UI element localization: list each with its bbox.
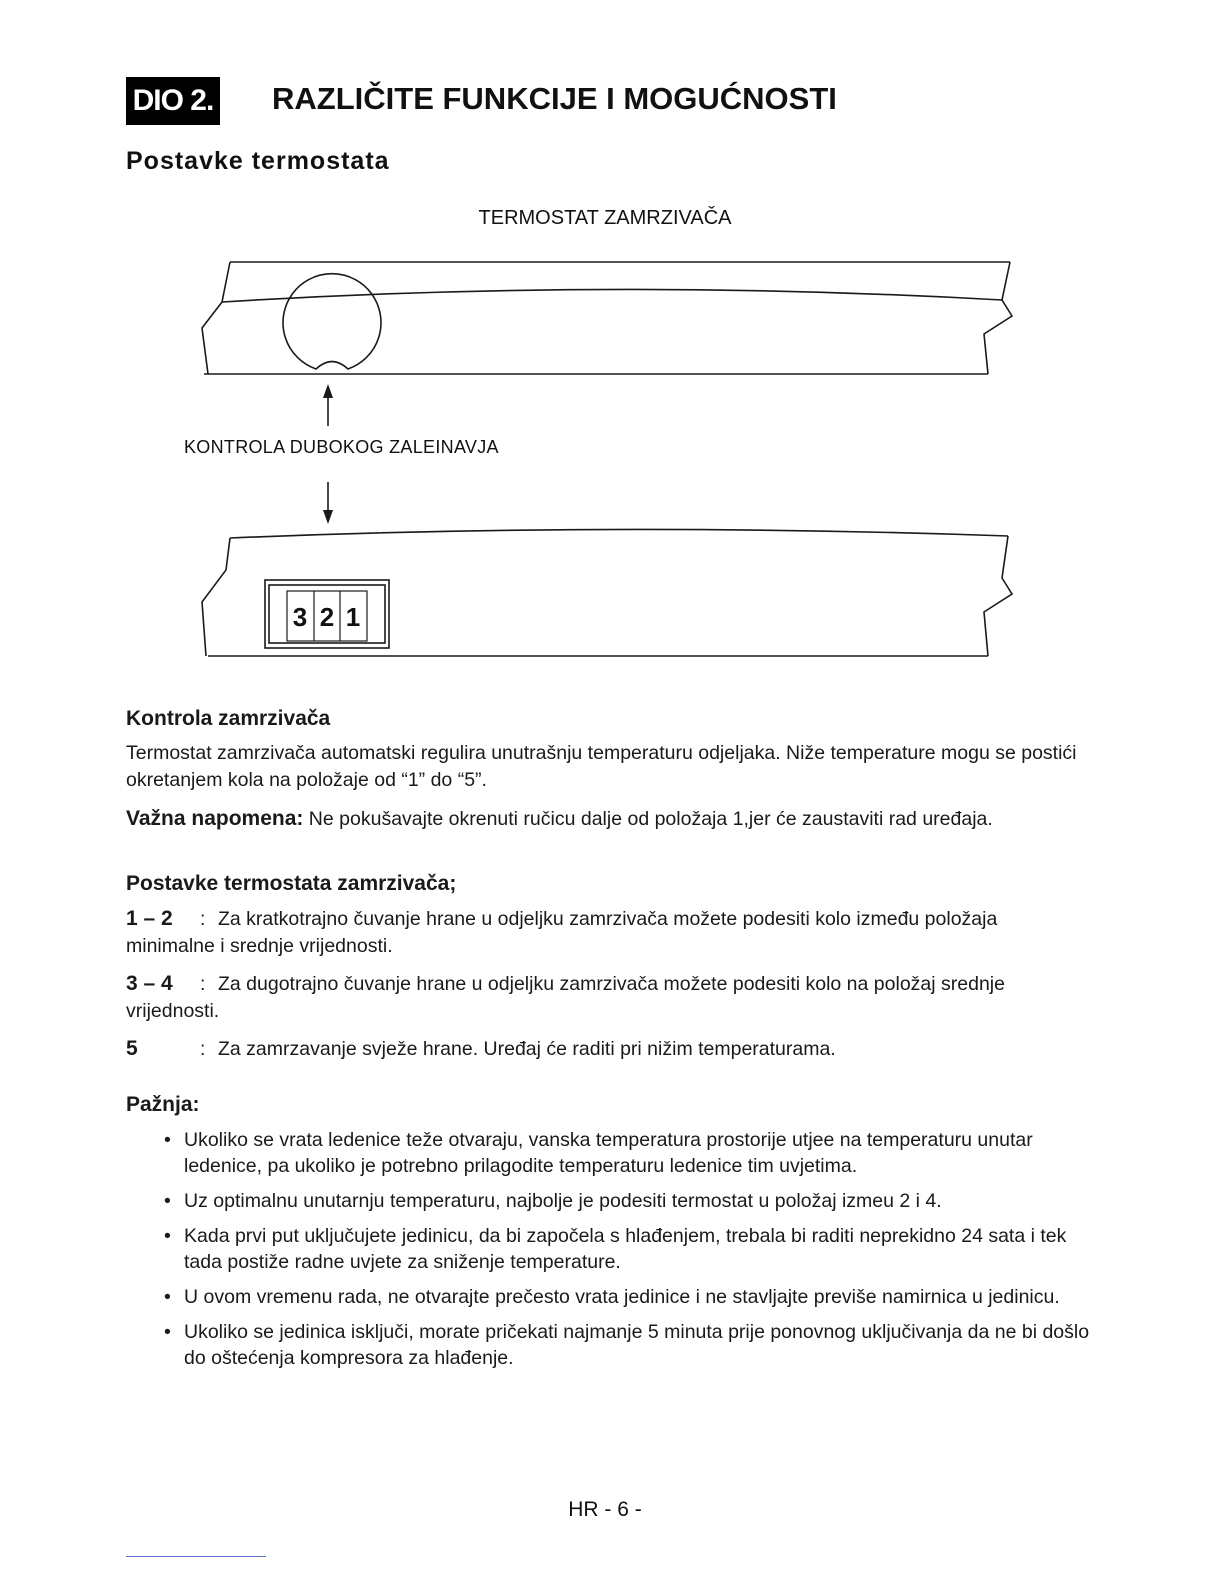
deep-freeze-control-label: KONTROLA DUBOKOG ZALEINAVJA — [184, 437, 499, 457]
footer-rule — [126, 1556, 266, 1557]
chapter-title: RAZLIČITE FUNKCIJE I MOGUĆNOSTI — [272, 81, 837, 116]
list-item-text: Ukoliko se vrata ledenice teže otvaraju, vanska temperatura prostorije utjee na temperaturu unutar ledenice, pa ukoliko je potrebno prilagodite temperaturu ledenice tim uvjetima. — [184, 1129, 1033, 1177]
arrow-down-icon — [323, 482, 333, 524]
bullet-icon: • — [164, 1321, 171, 1343]
arrow-up-icon — [323, 384, 333, 426]
bullet-icon: • — [164, 1129, 171, 1151]
setting-row — [126, 970, 1086, 1025]
setting-row — [126, 905, 1086, 960]
page-number: HR - 6 - — [568, 1498, 642, 1521]
list-item-text: Uz optimalnu unutarnju temperaturu, najbolje je podesiti termostat u položaj izmeu 2 i 4. — [184, 1190, 942, 1212]
dial-digit-2: 2 — [319, 602, 335, 632]
section-title: Postavke termostata — [126, 147, 390, 175]
attention-heading: Pažnja: — [126, 1093, 200, 1116]
setting-range: 5 — [126, 1037, 138, 1060]
dial-digit-1: 1 — [345, 602, 361, 632]
setting-colon: : — [200, 1038, 206, 1060]
bullet-icon: • — [164, 1286, 171, 1308]
dial-digit-3: 3 — [292, 602, 308, 632]
list-item-text: Ukoliko se jedinica isključi, morate pričekati najmanje 5 minuta prije ponovnog uključivanja da ne bi došlo do oštećenja kompresora za hlađenje. — [184, 1321, 1090, 1369]
freezer-control-heading: Kontrola zamrzivača — [126, 707, 331, 730]
setting-text: Za zamrzavanje svježe hrane. Uređaj će raditi pri nižim temperaturama. — [218, 1038, 836, 1060]
setting-row — [126, 1035, 1086, 1063]
setting-colon: : — [200, 908, 206, 930]
diagram-caption: TERMOSTAT ZAMRZIVAČA — [478, 207, 732, 229]
upper-panel-illustration — [202, 262, 1012, 374]
part-badge: DIO 2. — [126, 77, 220, 125]
thermostat-diagram — [190, 250, 1030, 670]
important-note — [126, 805, 1086, 833]
bullet-icon: • — [164, 1190, 171, 1212]
important-note-text: Ne pokušavajte okrenuti ručicu dalje od položaja 1,jer će zaustaviti rad uređaja. — [303, 808, 993, 830]
list-item — [160, 1127, 1090, 1179]
setting-range: 3 – 4 — [126, 972, 173, 995]
deep-freeze-knob-outline — [283, 274, 381, 369]
important-note-label: Važna napomena: — [126, 807, 304, 830]
list-item-text: U ovom vremenu rada, ne otvarajte prečesto vrata jedinice i ne stavljajte previše namirnica u jedinicu. — [184, 1286, 1060, 1308]
setting-text: Za dugotrajno čuvanje hrane u odjeljku zamrzivača možete podesiti kolo na položaj srednje vrijednosti. — [126, 973, 1005, 1022]
freezer-control-paragraph: Termostat zamrzivača automatski regulira unutrašnju temperaturu odjeljaka. Niže temperature mogu se postići okretanjem kola na položaje od “1” do “5”. — [126, 742, 1077, 791]
list-item — [160, 1223, 1090, 1275]
bullet-icon: • — [164, 1225, 171, 1247]
setting-colon: : — [200, 973, 206, 995]
attention-list — [160, 1127, 1090, 1380]
setting-range: 1 – 2 — [126, 907, 173, 930]
list-item — [160, 1284, 1090, 1310]
setting-text: Za kratkotrajno čuvanje hrane u odjeljku zamrzivača možete podesiti kolo između položaja minimalne i srednje vrijednosti. — [126, 908, 998, 957]
lower-panel-illustration — [202, 529, 1012, 656]
list-item-text: Kada prvi put uključujete jedinicu, da bi započela s hlađenjem, trebala bi raditi neprekidno 24 sata i tek tada postiže radne uvjete za sniženje temperature. — [184, 1225, 1067, 1273]
list-item — [160, 1188, 1090, 1214]
list-item — [160, 1319, 1090, 1371]
settings-heading: Postavke termostata zamrzivača; — [126, 872, 457, 895]
